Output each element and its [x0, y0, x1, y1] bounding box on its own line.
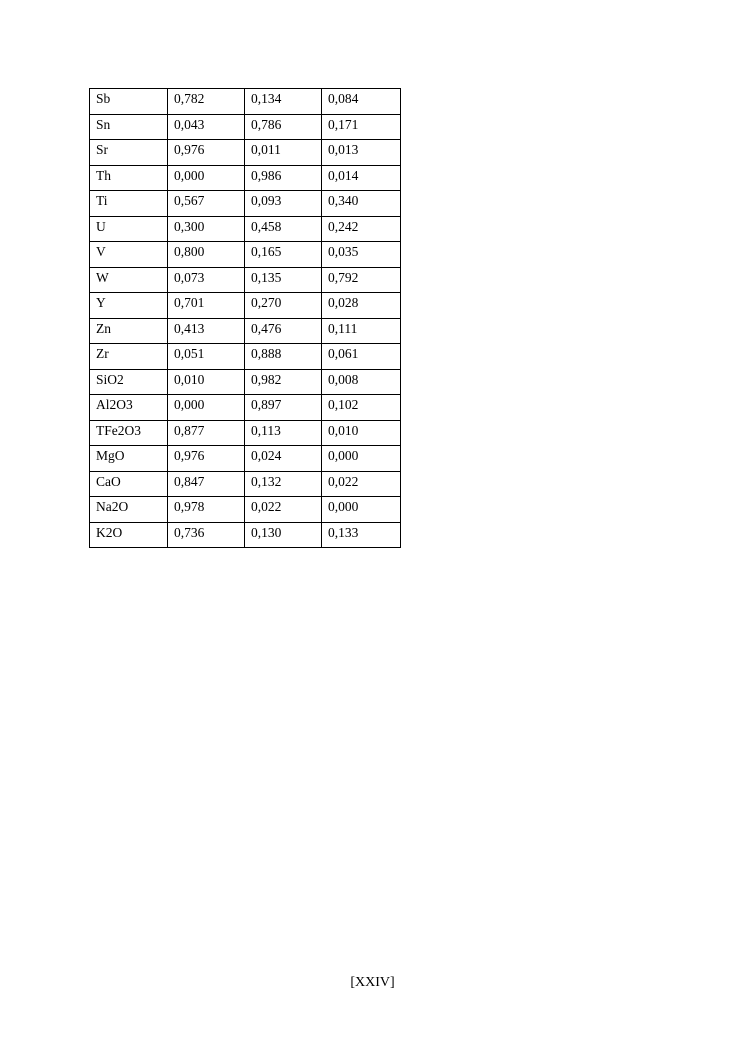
value-cell: 0,051 [168, 344, 245, 370]
value-cell: 0,014 [322, 165, 401, 191]
data-table [89, 88, 401, 548]
table-row [90, 293, 401, 319]
table-row [90, 89, 401, 115]
value-cell: 0,061 [322, 344, 401, 370]
value-cell: 0,786 [245, 114, 322, 140]
value-cell: 0,982 [245, 369, 322, 395]
table-row [90, 114, 401, 140]
table-row [90, 318, 401, 344]
table-row [90, 191, 401, 217]
table-row [90, 242, 401, 268]
value-cell: 0,986 [245, 165, 322, 191]
element-name-cell: MgO [90, 446, 168, 472]
element-name-cell: Th [90, 165, 168, 191]
value-cell: 0,171 [322, 114, 401, 140]
value-cell: 0,567 [168, 191, 245, 217]
value-cell: 0,132 [245, 471, 322, 497]
element-name-cell: Al2O3 [90, 395, 168, 421]
value-cell: 0,300 [168, 216, 245, 242]
value-cell: 0,008 [322, 369, 401, 395]
value-cell: 0,010 [322, 420, 401, 446]
table-row [90, 497, 401, 523]
value-cell: 0,043 [168, 114, 245, 140]
element-name-cell: K2O [90, 522, 168, 548]
table-row [90, 522, 401, 548]
value-cell: 0,888 [245, 344, 322, 370]
value-cell: 0,035 [322, 242, 401, 268]
element-name-cell: Ti [90, 191, 168, 217]
value-cell: 0,073 [168, 267, 245, 293]
value-cell: 0,028 [322, 293, 401, 319]
element-name-cell: Y [90, 293, 168, 319]
value-cell: 0,413 [168, 318, 245, 344]
table-row [90, 165, 401, 191]
value-cell: 0,022 [245, 497, 322, 523]
element-name-cell: Sr [90, 140, 168, 166]
value-cell: 0,102 [322, 395, 401, 421]
value-cell: 0,000 [168, 395, 245, 421]
value-cell: 0,782 [168, 89, 245, 115]
value-cell: 0,976 [168, 446, 245, 472]
table-row [90, 140, 401, 166]
table-body [90, 89, 401, 548]
value-cell: 0,010 [168, 369, 245, 395]
value-cell: 0,458 [245, 216, 322, 242]
value-cell: 0,022 [322, 471, 401, 497]
table-row [90, 344, 401, 370]
element-name-cell: V [90, 242, 168, 268]
table-row [90, 369, 401, 395]
value-cell: 0,165 [245, 242, 322, 268]
element-name-cell: CaO [90, 471, 168, 497]
value-cell: 0,093 [245, 191, 322, 217]
table-row [90, 446, 401, 472]
value-cell: 0,340 [322, 191, 401, 217]
value-cell: 0,847 [168, 471, 245, 497]
value-cell: 0,000 [322, 446, 401, 472]
table-row [90, 267, 401, 293]
element-name-cell: SiO2 [90, 369, 168, 395]
element-name-cell: Zn [90, 318, 168, 344]
value-cell: 0,084 [322, 89, 401, 115]
element-name-cell: Zr [90, 344, 168, 370]
value-cell: 0,024 [245, 446, 322, 472]
value-cell: 0,701 [168, 293, 245, 319]
value-cell: 0,242 [322, 216, 401, 242]
value-cell: 0,800 [168, 242, 245, 268]
element-name-cell: W [90, 267, 168, 293]
value-cell: 0,976 [168, 140, 245, 166]
element-name-cell: U [90, 216, 168, 242]
value-cell: 0,134 [245, 89, 322, 115]
value-cell: 0,135 [245, 267, 322, 293]
value-cell: 0,113 [245, 420, 322, 446]
value-cell: 0,270 [245, 293, 322, 319]
table-row [90, 395, 401, 421]
page-number: [XXIV] [350, 975, 395, 990]
element-name-cell: TFe2O3 [90, 420, 168, 446]
element-name-cell: Sn [90, 114, 168, 140]
element-name-cell: Na2O [90, 497, 168, 523]
table-row [90, 216, 401, 242]
value-cell: 0,736 [168, 522, 245, 548]
value-cell: 0,013 [322, 140, 401, 166]
value-cell: 0,111 [322, 318, 401, 344]
value-cell: 0,792 [322, 267, 401, 293]
value-cell: 0,000 [168, 165, 245, 191]
value-cell: 0,877 [168, 420, 245, 446]
element-name-cell: Sb [90, 89, 168, 115]
table-row [90, 420, 401, 446]
value-cell: 0,978 [168, 497, 245, 523]
value-cell: 0,897 [245, 395, 322, 421]
table-row [90, 471, 401, 497]
value-cell: 0,000 [322, 497, 401, 523]
value-cell: 0,476 [245, 318, 322, 344]
value-cell: 0,011 [245, 140, 322, 166]
value-cell: 0,133 [322, 522, 401, 548]
value-cell: 0,130 [245, 522, 322, 548]
